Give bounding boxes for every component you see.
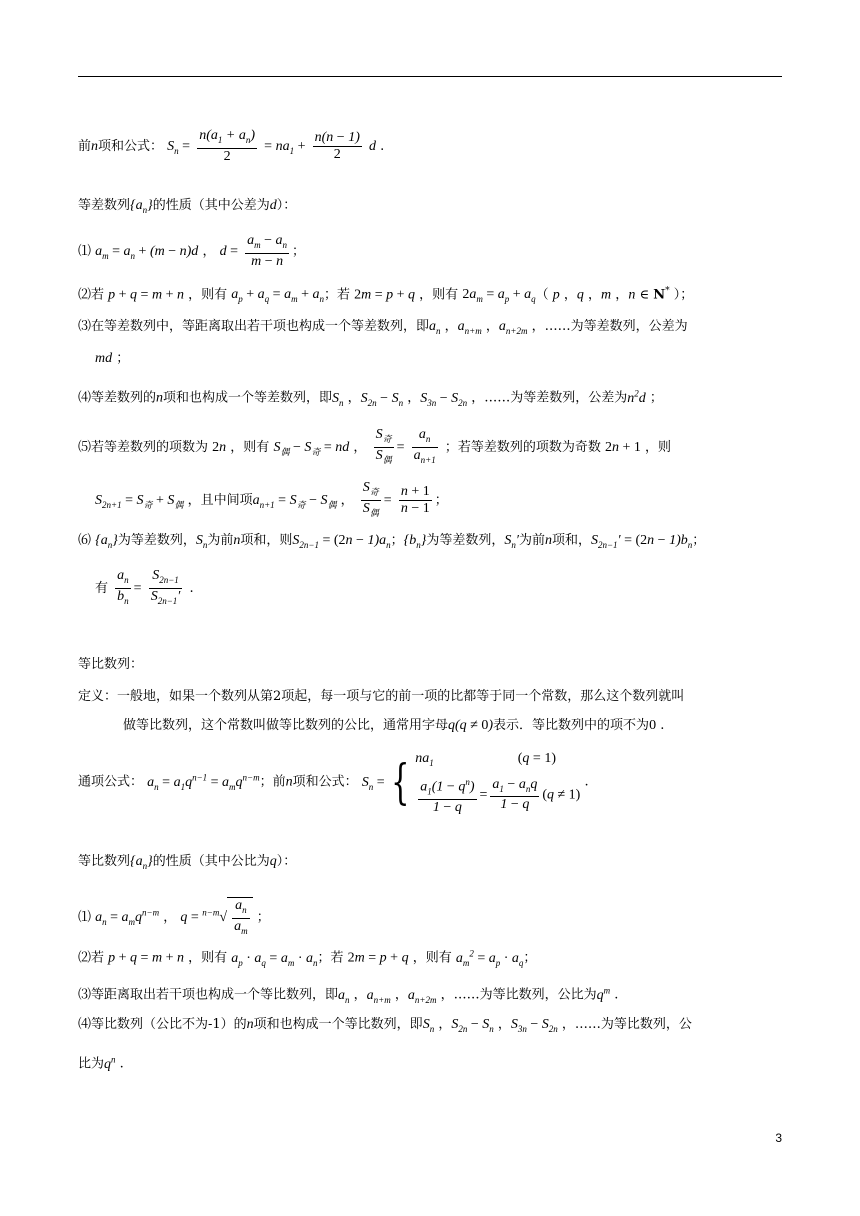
geo-props-title: 等比数列$\{a_n\}$的性质（其中公比为q）： [78, 854, 297, 871]
geo-gen-label: 通项公式： [78, 774, 144, 790]
a5-tail: ，则 [645, 439, 672, 455]
header-rule [78, 76, 782, 77]
a5-mid2: ；若等差数列的项数为奇数 [444, 439, 601, 455]
arith-props-title: 等差数列$\{a_n\}$的性质（其中公差为d）： [78, 198, 297, 215]
geo-head: 等比数列： [78, 657, 144, 672]
a6-e: 项和， [551, 533, 591, 548]
geo-gen-formula: 通项公式： $a_n = a_1q^{n-1} = a_mq^{n-m}$；前n项和公式： $S_n$ = { $na_1$ (q = 1) $\frac{a_1(1 - q^n)}{1 - q}$ = $\frac{a_1 - a_nq}{1 - q}$ (q ≠ 1) . [78, 751, 589, 816]
arith-prop-3: ⑶在等差数列中，等距离取出若干项也构成一个等差数列，即$a_n$ ，$a_{n+m}$ ，$a_{n+2m}$ ，……为等差数列，公差为 [78, 319, 688, 336]
arith-prop-5-cont: $S_{2n+1} = S_奇 + S_偶$ ，且中间项$a_{n+1} = S_奇 - S_偶$ ， $\frac{S_奇}{S_偶}$ = $\frac{n + 1}{n - 1}$ ； [95, 480, 448, 518]
g4-cont: 比为 [78, 1056, 105, 1072]
title-geo-rest: 的性质（其中公比为 [152, 854, 270, 869]
def-cont: 做等比数列，这个常数叫做等比数列的公比，通常用字母 [123, 718, 449, 733]
label-sum: 项和公式： [98, 138, 164, 154]
geo-prop-4-cont: 比为$q^n$ . [78, 1054, 124, 1072]
a6-have: 有 [95, 580, 109, 596]
geo-prop-2: ⑵若 p + q = m + n ，则有 $a_p \cdot a_q = a_m \cdot a_n$；若 2m = p + q ，则有 $a_m^2 = a_p \cdot a_q$； [78, 948, 537, 968]
title-arith-rest: 的性质（其中公差为 [152, 198, 270, 213]
g3-text: ⑶等距离取出若干项也构成一个等比数列，即 [78, 987, 339, 1003]
a5b-mid: ，且中间项 [187, 492, 253, 508]
a4-text: ⑷等差数列的 [78, 390, 157, 406]
geo-prop-1: ⑴ $a_n = a_mq^{n-m}$ ， q = $^{n-m}$√ $\frac{a_n}{a_m}$ ； [78, 897, 270, 939]
a6-b2: 为前 [518, 533, 545, 548]
def-cont2: 表示．等比数列中的项不为 [493, 718, 650, 733]
g4-mid: 项和也构成一个等比数列，即 [253, 1017, 423, 1032]
geo-def: 定义：一般地，如果一个数列从第2项起，每一项与它的前一项的比都等于同一个常数，那么这个数列就叫 [78, 689, 685, 704]
var-n: n [91, 138, 99, 154]
geo-sum-label: ；前 [259, 774, 286, 790]
arith-prop-2: ⑵若 p + q = m + n ，则有 $a_p + a_q = a_m + a_n$；若 2m = p + q ，则有 $2a_m = a_p + a_q$（ p ，q ，m ，n ∈ N* ）； [78, 286, 694, 305]
g4-text: ⑷等比数列（公比不为-1）的 [78, 1017, 247, 1032]
geo-sum-label2: 项和公式： [292, 774, 358, 790]
arith-prop-3-cont: md ； [95, 351, 130, 366]
a6-a: 为等差数列， [117, 533, 196, 548]
a6-d: 为等差数列， [426, 533, 505, 548]
a3-text: ⑶在等差数列中，等距离取出若干项也构成一个等差数列，即 [78, 319, 430, 334]
arith-prop-6-cont: 有 $\frac{a_n}{b_n}$ = $\frac{S_{2n-1}}{S_{2n-1}'}$ . [95, 568, 194, 606]
geo-prop-3: ⑶等距离取出若干项也构成一个等比数列，即$a_n$ ，$a_{n+m}$ ，$a_{n+2m}$ ，……为等比数列，公比为$q^m$ . [78, 985, 619, 1005]
label-qian: 前 [78, 138, 92, 154]
arith-sum-formula: 前n项和公式： $S_n$ = $\frac{n(a_1 + a_n)}{2}$ = $na_1$ + $\frac{n(n - 1)}{2}$ d . [78, 128, 385, 164]
page-number: 3 [775, 1131, 782, 1145]
g4-tail: ……为等比数列，公 [574, 1017, 692, 1032]
arith-prop-5: ⑸若等差数列的项数为 2n ，则有 $S_偶 - S_奇$ = nd ， $\frac{S_奇}{S_偶}$ = $\frac{a_n}{a_{n+1}}$ ；若等差数列的项数为奇数 2n + 1 ，则 [78, 427, 672, 465]
a6-c: 项和，则 [240, 533, 293, 548]
a4-tail: ……为等差数列，公差为 [484, 390, 628, 406]
a5-text: ⑸若等差数列的项数为 [78, 439, 209, 455]
title-arith: 等差数列 [78, 198, 131, 213]
g3-tail: ……为等比数列，公比为 [453, 987, 597, 1003]
a6-b: 为前 [207, 533, 234, 548]
a5-mid: ，则有 [230, 439, 270, 455]
title-geo: 等比数列 [78, 854, 131, 869]
arith-prop-6: ⑹ $\{a_n\}$为等差数列，$S_n$为前n项和，则$S_{2n-1} = (2n - 1)a_n$；$\{b_n\}$为等差数列，$S_n'$为前n项和，$S_{2n-1}' = (2n - 1)b_n$； [78, 533, 706, 550]
arith-prop-1: ⑴ $a_m = a_n + (m - n)d$ ， d = $\frac{a_m - a_n}{m - n}$ ； [78, 233, 306, 269]
a3-tail: ……为等差数列，公差为 [544, 319, 688, 334]
arith-prop-4: ⑷等差数列的n项和也构成一个等差数列，即$S_n$ ，$S_{2n} - S_n$ ，$S_{3n} - S_{2n}$ ，……为等差数列，公差为$n^2d$ ； [78, 388, 663, 408]
geo-def-cont: 做等比数列，这个常数叫做等比数列的公比，通常用字母q(q ≠ 0)表示．等比数列中的项不为0 . [123, 718, 665, 733]
a4-mid: 项和也构成一个等差数列，即 [163, 390, 333, 406]
geo-prop-4: ⑷等比数列（公比不为-1）的n项和也构成一个等比数列，即$S_n$ ，$S_{2n} - S_n$ ，$S_{3n} - S_{2n}$ ，……为等比数列，公 [78, 1017, 692, 1034]
